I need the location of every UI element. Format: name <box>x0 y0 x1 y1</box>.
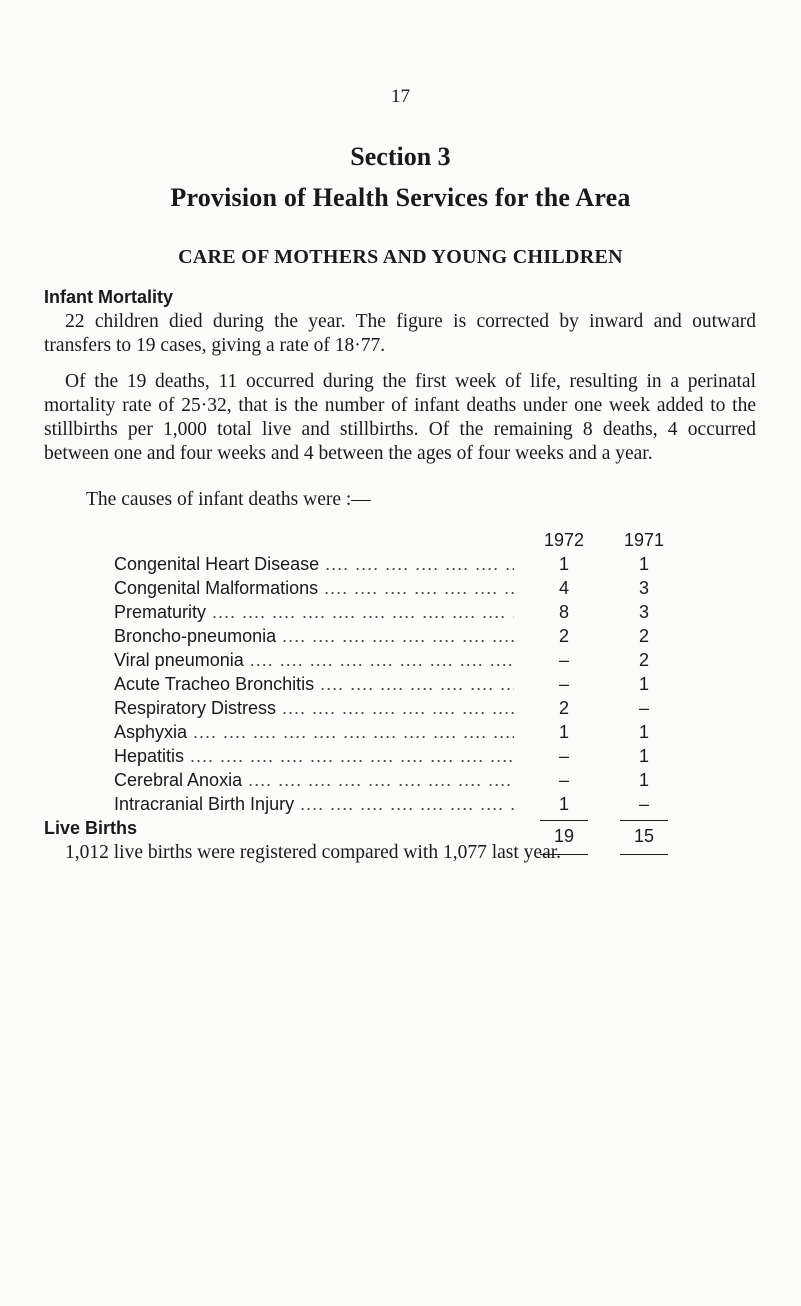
infant-mortality-paragraph-2 <box>44 370 756 466</box>
table-header <box>114 528 674 552</box>
live-births-heading: Live Births <box>44 818 138 838</box>
cause-label: Congenital Heart Disease .... <box>114 552 514 576</box>
column-header-1972: 1972 <box>543 530 585 550</box>
value-1971: 1 <box>638 674 649 694</box>
value-1971: 1 <box>638 770 649 790</box>
cause-label: Broncho-pneumonia .... <box>114 624 514 648</box>
table-row <box>114 624 674 648</box>
main-title: Provision of Health Services for the Area <box>170 183 631 212</box>
infant-mortality-paragraph-1 <box>44 310 756 358</box>
causes-table <box>114 528 674 860</box>
cause-label: Cerebral Anoxia .... <box>114 768 514 792</box>
subtitle: CARE OF MOTHERS AND YOUNG CHILDREN <box>178 246 623 268</box>
total-rule-top-1971 <box>620 820 668 821</box>
total-1971: 15 <box>633 826 655 846</box>
table-row <box>114 696 674 720</box>
cause-label: Hepatitis .... <box>114 744 514 768</box>
value-1971: 3 <box>638 602 649 622</box>
value-1971: 1 <box>638 722 649 742</box>
value-1971: 2 <box>638 650 649 670</box>
paragraph-text: Of the 19 deaths, 11 occurred during the first week of life, resulting in a perinatal mortality rate of 25·32, that is the number of infant deaths under one week added to the stillbirths per 1,000 total live and stillbirths. Of the remaining 8 deaths, 4 occurred between one and four weeks and 4 between the ages of four weeks and a year. <box>44 371 756 464</box>
total-1972: 19 <box>553 826 575 846</box>
value-1972: 1 <box>558 722 569 742</box>
value-1972: – <box>558 770 569 790</box>
live-births-paragraph <box>44 841 756 865</box>
value-1971: – <box>638 794 649 814</box>
table-row <box>114 720 674 744</box>
table-row <box>114 600 674 624</box>
value-1971: 2 <box>638 626 649 646</box>
value-1971: 3 <box>638 578 649 598</box>
cause-label: Acute Tracheo Bronchitis .... <box>114 672 514 696</box>
value-1971: 1 <box>638 554 649 574</box>
table-row <box>114 648 674 672</box>
value-1971: 1 <box>638 746 649 766</box>
table-row <box>114 552 674 576</box>
cause-label: Intracranial Birth Injury .... <box>114 792 514 816</box>
value-1972: 1 <box>558 794 569 814</box>
value-1972: 2 <box>558 626 569 646</box>
cause-label: Respiratory Distress .... <box>114 696 514 720</box>
table-row <box>114 576 674 600</box>
cause-label: Prematurity .... <box>114 600 514 624</box>
value-1972: 8 <box>558 602 569 622</box>
paragraph-text: 1,012 live births were registered compared with 1,077 last year. <box>65 842 562 863</box>
section-title: Section 3 <box>350 142 451 171</box>
cause-label: Asphyxia .... <box>114 720 514 744</box>
infant-mortality-heading: Infant Mortality <box>44 287 173 307</box>
table-row <box>114 744 674 768</box>
causes-intro: The causes of infant deaths were :— <box>86 489 371 510</box>
cause-label: Viral pneumonia .... <box>114 648 514 672</box>
value-1972: – <box>558 746 569 766</box>
value-1972: 1 <box>558 554 569 574</box>
paragraph-text: 22 children died during the year. The figure is corrected by inward and outward transfers to 19 cases, giving a rate of 18·77. <box>44 311 756 356</box>
value-1971: – <box>638 698 649 718</box>
cause-label: Congenital Malformations .... <box>114 576 514 600</box>
value-1972: – <box>558 674 569 694</box>
column-header-1971: 1971 <box>623 530 665 550</box>
value-1972: – <box>558 650 569 670</box>
value-1972: 4 <box>558 578 569 598</box>
table-row <box>114 792 674 816</box>
page-number: 17 <box>391 86 410 107</box>
total-rule-top-1972 <box>540 820 588 821</box>
table-row <box>114 672 674 696</box>
table-row <box>114 768 674 792</box>
value-1972: 2 <box>558 698 569 718</box>
